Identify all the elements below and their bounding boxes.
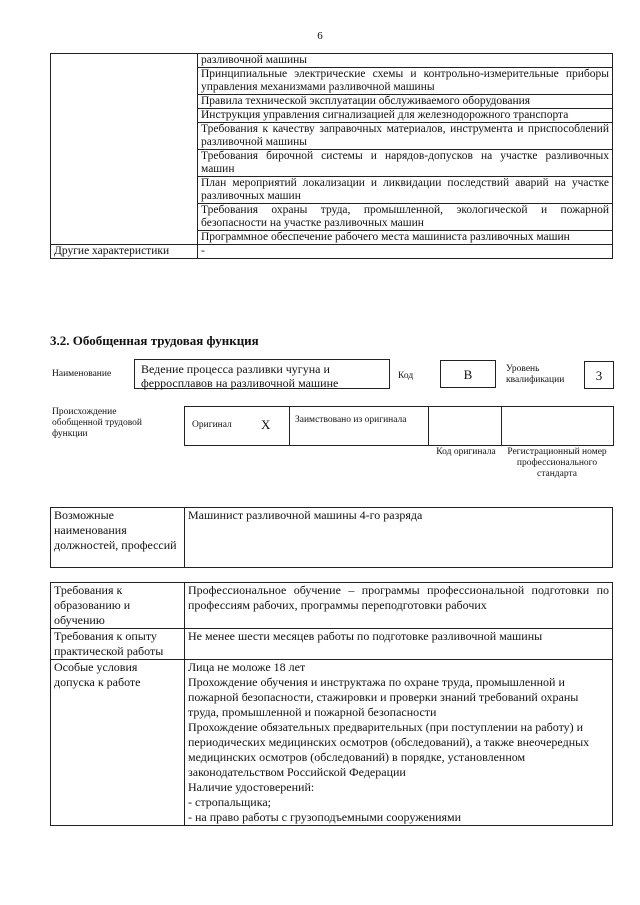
code-original-caption: Код оригинала xyxy=(436,447,496,457)
knowledge-item: Требования к качеству заправочных материалов, инструмента и приспособлений разливочной машины xyxy=(198,123,613,150)
positions-value: Машинист разливочной машины 4-го разряда xyxy=(185,508,613,568)
function-name-box: Ведение процесса разливки чугуна и ферросплавов на разливочной машине xyxy=(134,359,390,389)
name-label: Наименование xyxy=(52,369,112,379)
experience-value: Не менее шести месяцев работы по подготовке разливочной машины xyxy=(185,629,613,660)
divider xyxy=(501,407,502,445)
knowledge-item: Правила технической эксплуатации обслуживаемого оборудования xyxy=(198,95,613,109)
special-conditions-value xyxy=(185,660,613,826)
knowledge-item: Требования бирочной системы и нарядов-допусков на участке разливочных машин xyxy=(198,150,613,177)
reg-number-caption: Регистрационный номер профессионального стандарта xyxy=(507,447,607,479)
divider xyxy=(289,407,290,445)
special-conditions-label: Особые условия допуска к работе xyxy=(51,660,185,826)
condition-line: Наличие удостоверений: xyxy=(188,780,315,794)
condition-line: Прохождение обязательных предварительных (при поступлении на работу) и периодических медицинских осмотров (обследований), а также внеочередных медицинских осмотров (обследований) в порядке, установленном законодательством Российской Федерации xyxy=(188,720,590,779)
empty-label-cell xyxy=(51,54,198,245)
requirements-table xyxy=(50,582,613,826)
other-characteristics-label: Другие характеристики xyxy=(51,245,198,259)
condition-line: Лица не моложе 18 лет xyxy=(188,660,306,674)
code-label: Код xyxy=(398,371,414,381)
knowledge-item: Программное обеспечение рабочего места машиниста разливочных машин xyxy=(198,231,613,245)
origin-label: Происхождение обобщенной трудовой функции xyxy=(52,407,142,439)
other-characteristics-value: - xyxy=(198,245,613,259)
section-title: 3.2. Обобщенная трудовая функция xyxy=(50,333,259,348)
knowledge-item: Требования охраны труда, промышленной, экологической и пожарной безопасности на участке разливочных машин xyxy=(198,204,613,231)
condition-line: Прохождение обучения и инструктажа по охране труда, промышленной и пожарной безопасности, стажировки и проверки знаний требований охраны труда, промышленной и пожарной безопасности xyxy=(188,675,579,719)
original-label: Оригинал xyxy=(192,420,232,430)
experience-label: Требования к опыту практической работы xyxy=(51,629,185,660)
knowledge-item: План мероприятий локализации и ликвидации последствий аварий на участке разливочных машин xyxy=(198,177,613,204)
knowledge-item: Инструкция управления сигнализацией для железнодорожного транспорта xyxy=(198,109,613,123)
positions-label: Возможные наименования должностей, профессий xyxy=(51,508,185,568)
code-value-box: В xyxy=(440,360,496,388)
condition-line: - на право работы с грузоподъемными сооружениями xyxy=(188,810,462,824)
origin-box xyxy=(184,406,614,446)
page-number: 6 xyxy=(317,30,323,42)
borrowed-label: Заимствовано из оригинала xyxy=(295,415,407,425)
level-label: Уровень квалификации xyxy=(506,364,565,385)
divider xyxy=(428,407,429,445)
education-label: Требования к образованию и обучению xyxy=(51,583,185,629)
original-mark: X xyxy=(261,417,271,432)
condition-line: - стропальщика; xyxy=(188,795,271,809)
knowledge-item: Принципиальные электрические схемы и контрольно-измерительные приборы управления механизмами разливочной машины xyxy=(198,68,613,95)
knowledge-item: разливочной машины xyxy=(198,54,613,68)
positions-table xyxy=(50,507,613,568)
level-value-box: 3 xyxy=(584,361,614,389)
education-value: Профессиональное обучение – программы профессиональной подготовки по профессиям рабочих, программы переподготовки рабочих xyxy=(185,583,613,629)
knowledge-table xyxy=(50,53,613,259)
